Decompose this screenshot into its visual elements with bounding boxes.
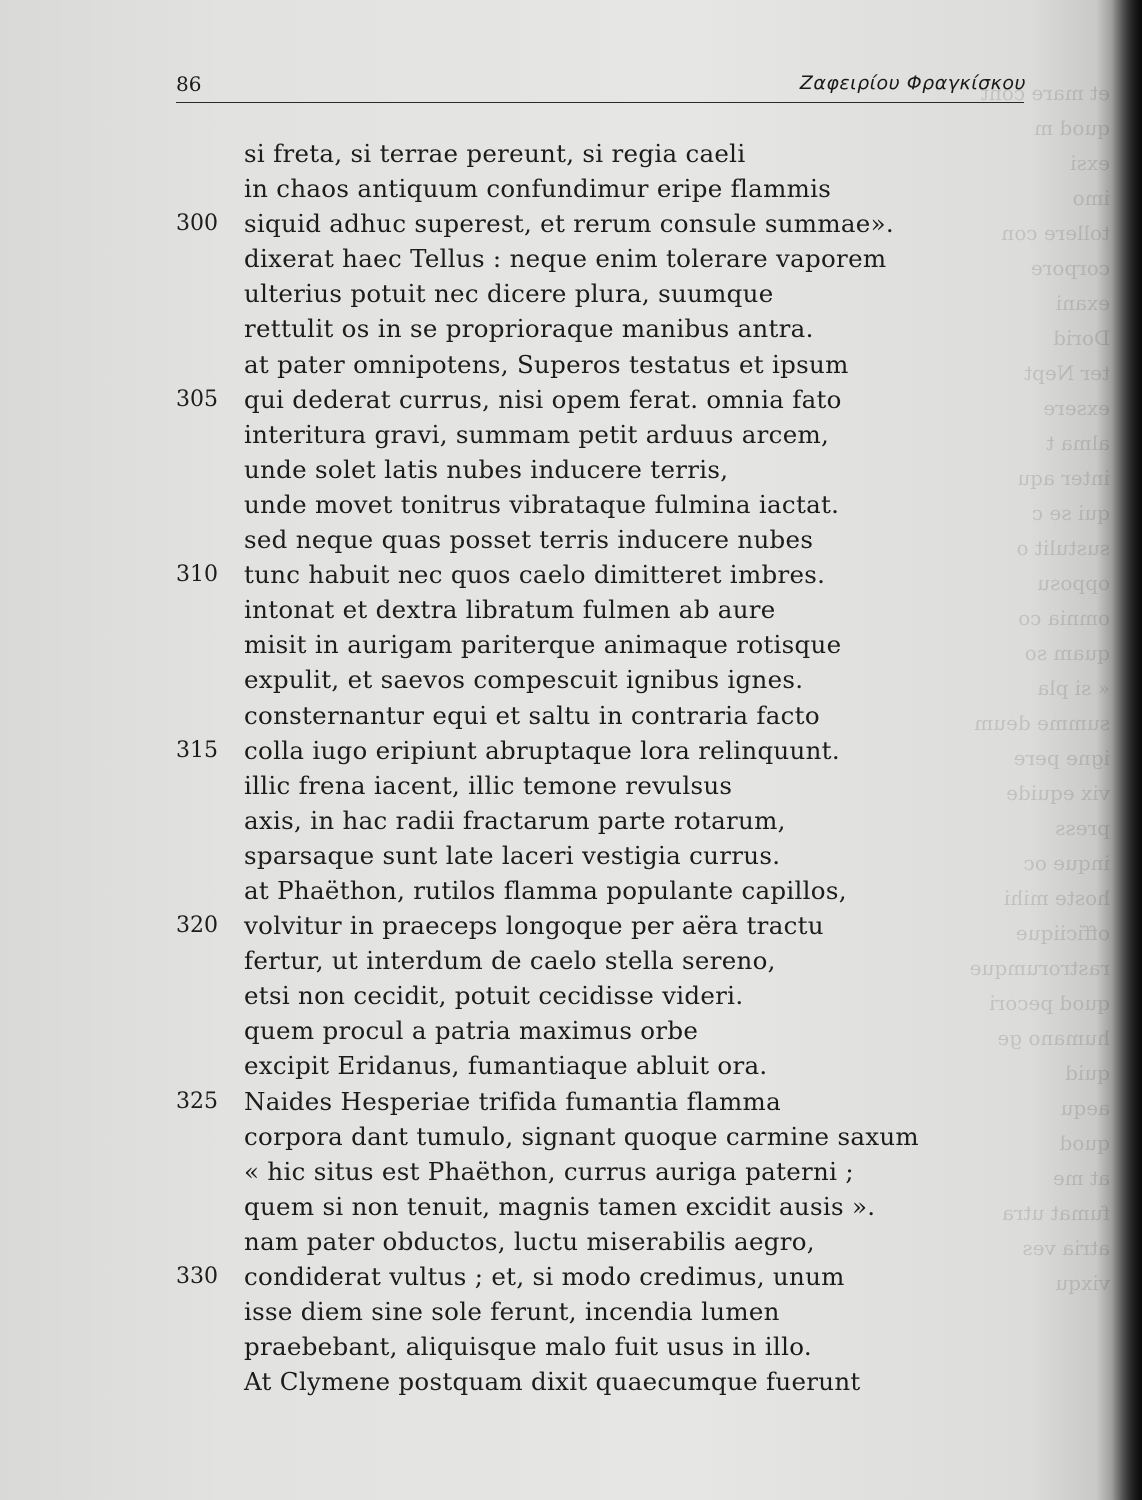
verse-text: isse diem sine sole ferunt, incendia lumen [244,1297,780,1327]
verse-line [0,347,1000,382]
verse-line [0,487,1000,522]
verse-text: condiderat vultus ; et, si modo credimus, unum [244,1262,845,1291]
verse-line [0,943,1000,978]
page-header [176,72,1026,102]
verse-line [0,311,1000,346]
verse-line [0,978,1000,1013]
verse-text: etsi non cecidit, potuit cecidisse videri. [244,981,744,1011]
verse-line [0,698,1000,733]
show-through-line: opposu [1037,571,1110,595]
show-through-line: quod [1059,1131,1110,1155]
line-number: 305 [176,386,218,412]
line-number: 310 [176,562,218,588]
show-through-line: omnia co [1018,606,1110,630]
verse-text: qui dederat currus, nisi opem ferat. omnia fato [244,384,842,414]
verse-text: siquid adhuc superest, et rerum consule summae». [244,209,894,239]
verse-line [0,382,1000,417]
show-through-line: atria ves [1022,1236,1110,1260]
running-head: Ζαφειρίου Φραγκίσκου [799,72,1026,94]
verse-line [0,171,1000,206]
verse-line [0,592,1000,627]
show-through-line: officiique [1015,921,1110,945]
line-number: 300 [176,211,218,237]
verse-text: unde movet tonitrus vibrataque fulmina iactat. [244,489,840,519]
verse-text: intonat et dextra libratum fulmen ab aure [244,595,776,625]
show-through-line: hoste mihi [1003,886,1110,910]
show-through-line: alma t [1046,431,1110,455]
verse-line [0,206,1000,241]
verse-line [0,522,1000,557]
verse-line [0,873,1000,908]
verse-text: dixerat haec Tellus : neque enim tolerare vaporem [244,244,887,274]
verse-line [0,1329,1000,1364]
show-through-line: et mare cont [980,81,1110,105]
verse-line [0,662,1000,697]
verse-line [0,1013,1000,1048]
show-through-line: vix equide [1006,781,1110,805]
verse-line [0,241,1000,276]
verse-line [0,1189,1000,1224]
verse-line [0,557,1000,592]
verse-line [0,803,1000,838]
verse-text: corpora dant tumulo, signant quoque carmine saxum [244,1121,919,1151]
show-through-line: inter aqu [1017,466,1110,490]
verse-line [0,627,1000,662]
show-through-line: summe deum [974,711,1110,735]
show-through-line: sustulit o [1016,536,1110,560]
verse-line [0,1259,1000,1294]
verse-line [0,733,1000,768]
verse-text: tunc habuit nec quos caelo dimitteret imbres. [244,560,826,590]
verse-line [0,276,1000,311]
show-through-line: humano ge [997,1026,1110,1050]
line-number: 330 [176,1264,218,1289]
verse-line [0,838,1000,873]
show-through-line: quod pecori [989,991,1110,1015]
show-through-line: quam so [1024,641,1110,665]
verse-text: consternantur equi et saltu in contraria facto [244,700,820,730]
page-number: 86 [176,72,202,96]
verse-text: unde solet latis nubes inducere terris, [244,454,729,484]
show-through-line: tollere con [1001,221,1110,245]
verse-text: fertur, ut interdum de caelo stella sereno, [244,946,776,976]
line-number: 320 [176,913,218,939]
show-through-line: Dorid [1053,326,1110,350]
verse-text: sed neque quas posset terris inducere nubes [244,525,814,555]
verse-text: interitura gravi, summam petit arduus arcem, [244,419,830,449]
verse-line [0,1294,1000,1329]
verse-text: in chaos antiquum confundimur eripe flammis [244,174,832,204]
verse-line [0,768,1000,803]
show-through-line: qui se c [1031,501,1110,525]
verse-text: at Phaëthon, rutilos flamma populante capillos, [244,875,847,905]
poem-text [0,136,1000,1399]
verse-line [0,1154,1000,1189]
verse-line [0,452,1000,487]
line-number: 315 [176,737,218,763]
verse-text: praebebant, aliquisque malo fuit usus in illo. [244,1332,812,1362]
verse-text: « hic situs est Phaëthon, currus auriga paterni ; [244,1156,854,1186]
verse-line [0,908,1000,943]
show-through-line: quod m [1034,116,1110,140]
verse-text: si freta, si terrae pereunt, si regia caeli [244,139,746,168]
verse-text: At Clymene postquam dixit quaecumque fuerunt [244,1367,861,1397]
verse-line [0,1224,1000,1259]
show-through-line: « si pla [1037,676,1110,700]
show-through-line: quid [1065,1061,1110,1085]
page-edge-shadow [1112,0,1142,1500]
verse-line [0,1084,1000,1119]
verse-text: excipit Eridanus, fumantiaque abluit ora. [244,1051,768,1081]
show-through-line: imo [1072,186,1110,210]
header-rule [176,102,1024,103]
verse-text: colla iugo eripiunt abruptaque lora relinquunt. [244,735,840,765]
verse-line [0,1119,1000,1154]
verse-text: sparsaque sunt late laceri vestigia currus. [244,840,781,870]
show-through-line: fumat utra [1002,1201,1110,1225]
show-through-line: exsere [1043,396,1110,420]
verse-text: nam pater obductos, luctu miserabilis aegro, [244,1226,815,1256]
verse-text: axis, in hac radii fractarum parte rotarum, [244,805,786,835]
show-through-line: at me [1052,1166,1110,1190]
show-through-line: corpore [1030,256,1110,280]
show-through-line: exani [1055,291,1110,315]
show-through-line: inque oc [1023,851,1110,875]
verse-text: expulit, et saevos compescuit ignibus ignes. [244,665,804,695]
show-through-line: vixqu [1055,1271,1110,1295]
show-through-line: ter Nept [1024,361,1110,385]
verse-text: at pater omnipotens, Superos testatus et ipsum [244,349,849,379]
show-through-line: aequ [1060,1096,1110,1120]
show-through-line: rastrorumque [969,956,1110,980]
verse-text: volvitur in praeceps longoque per aëra tractu [244,911,824,941]
verse-line [0,136,1000,171]
verse-text: quem procul a patria maximus orbe [244,1016,699,1046]
verse-text: Naides Hesperiae trifida fumantia flamma [244,1086,781,1116]
verse-line [0,1364,1000,1399]
verse-text: rettulit os in se proprioraque manibus antra. [244,314,814,344]
verse-text: quem si non tenuit, magnis tamen excidit ausis ». [244,1191,876,1221]
verse-text: illic frena iacent, illic temone revulsus [244,770,733,800]
show-through-line: exsi [1070,151,1110,175]
verse-line [0,417,1000,452]
verse-text: ulterius potuit nec dicere plura, suumque [244,279,774,309]
verse-line [0,1048,1000,1083]
show-through-line: igne pere [1013,746,1110,770]
verse-text: misit in aurigam pariterque animaque rotisque [244,630,842,660]
line-number: 325 [176,1088,218,1114]
show-through-line: press [1055,816,1110,840]
